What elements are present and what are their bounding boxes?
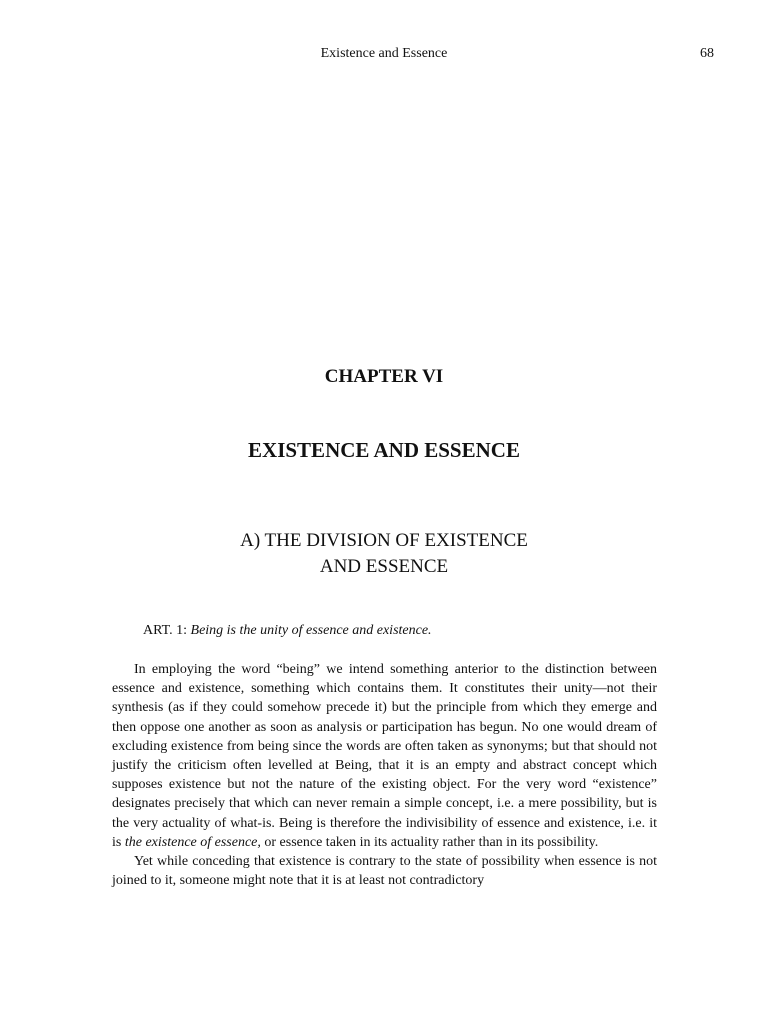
article-statement	[143, 623, 432, 639]
page-number: 68	[700, 46, 714, 61]
paragraph-2-text: Yet while conceding that existence is contrary to the state of possibility when essence is not joined to it, someone might note that it is at least not contradictory	[112, 854, 657, 889]
section-heading-line-2: AND ESSENCE	[319, 556, 449, 577]
chapter-title: EXISTENCE AND ESSENCE	[248, 438, 520, 462]
paragraph-1-text: In employing the word “being” we intend something anterior to the distinction between essence and existence, something which contains them. It constitutes their unity—not their synthesis (as if they could somehow precede it) but the principle from which they emerge and then oppose one another as soon as analysis or participation has begun. No one would dream of excluding existence from being since the words are often taken as synonyms; but that should not justify the criticism often levelled at Being, that it is an empty and abstract concept which supposes existence but not the nature of the existing object. For the very word “existence” designates precisely that which can never remain a simple concept, i.e. a mere possibility, but is the very actuality of what-is. Being is therefore the indivisibility of essence and existence, i.e. it is	[112, 662, 657, 850]
paragraph-1	[112, 660, 657, 852]
body-text	[112, 660, 657, 890]
paragraph-2	[112, 852, 657, 890]
chapter-label: CHAPTER VI	[324, 366, 444, 387]
article-thesis: Being is the unity of essence and existence.	[190, 623, 432, 638]
section-heading-line-1: A) THE DIVISION OF EXISTENCE	[240, 530, 528, 551]
running-title: Existence and Essence	[320, 46, 448, 61]
paragraph-1-tail: or essence taken in its actuality rather than in its possibility.	[260, 834, 599, 850]
section-heading	[0, 528, 768, 580]
article-label: ART. 1:	[143, 623, 191, 638]
paragraph-1-emphasis: the existence of essence,	[124, 834, 261, 850]
